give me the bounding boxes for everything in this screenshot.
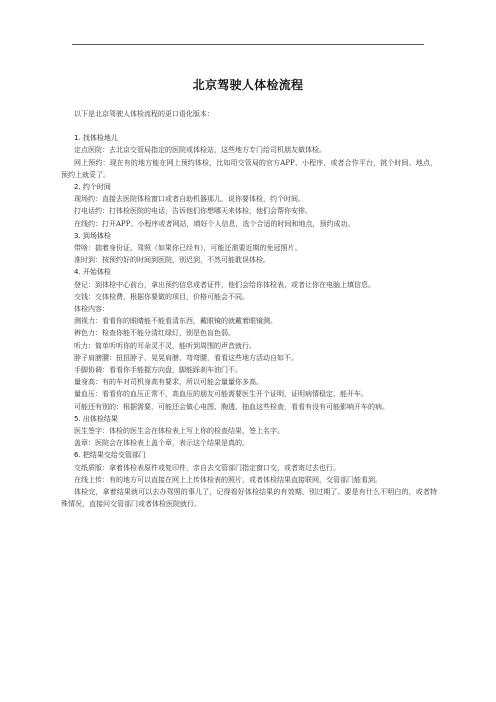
header-rule [72,44,424,45]
section-paragraph: 登记：到体检中心前台，拿出预约信息或者证件，他们会给你体检表，或者让你在电脑上填信息。 [74,280,375,289]
section-paragraph: 可能还有别的：根据需要，可能还会做心电图、胸透、抽血这些检查，看看有没有可能影响开车的病。 [74,402,389,411]
section-heading: 3. 到场体检 [74,231,111,240]
intro-paragraph: 以下是北京驾驶人体检流程的更口语化版本： [74,110,214,118]
section-5 [61,413,437,450]
section-2 [61,181,437,230]
section-paragraph: 准时到：按预约好的时间到医院，别迟到，不然可能耽误体检。 [74,256,270,265]
section-paragraph: 带啥：揣着身份证、驾照（如果你已经有），可能还需要近期的免冠照片。 [74,244,302,253]
section-paragraph: 交钱：交体检费，根据你要做的项目，价格可能会不同。 [74,292,249,301]
section-paragraph: 打电话约：打体检医院的电话，告诉他们你想哪天来体检，他们会帮你安排。 [74,207,312,216]
section-1 [61,132,437,181]
section-paragraph: 在线约：打开APP、小程序或者网站，填好个人信息，选个合适的时间和地点，预约成功。 [74,219,355,228]
section-paragraph: 医生签字：体检的医生会在体检表上写上你的检查结果，签上名字。 [74,427,284,436]
section-paragraph: 在线上传：有的地方可以直接在网上上传体检表的照片，或者体检结果直接联网，交管部门能看到。 [74,475,382,484]
section-paragraph: 脖子肩膀腰：扭扭脖子、晃晃肩膀、弯弯腰，看看这些地方活动自如不。 [74,353,298,362]
section-3 [61,230,437,267]
section-paragraph: 量身高：有的车对司机身高有要求，所以可能会量量你多高。 [74,378,263,387]
section-paragraph: 辨色力：检查你能不能分清红绿灯，别是色盲色弱。 [74,329,235,338]
section-heading: 4. 开始体检 [74,268,111,277]
section-heading: 2. 约个时间 [74,183,111,192]
section-paragraph: 手脚协调：看看你手能握方向盘，脚能踩刹车油门不。 [74,366,242,375]
section-paragraph: 听力：简单听听你的耳朵灵不灵，能听到周围的声音就行。 [74,341,256,350]
section-paragraph: 体检完，拿着结果就可以去办驾照的事儿了，记得看好体检结果的有效期，别过期了。要是有什么不明白的，或者特殊情况，直接问交管部门或者体检医院就行。 [61,488,437,509]
section-heading: 6. 把结果交给交管部门 [74,451,146,460]
section-paragraph: 盖章：医院会在体检表上盖个章，表示这个结果是真的。 [74,439,249,448]
section-paragraph: 测视力：看看你的眼睛能不能看清东西，戴眼镜的就戴着眼镜测。 [74,317,277,326]
section-paragraph: 现场约：直接去医院体检窗口或者自助机器那儿，说你要体检，约个时间。 [74,195,305,204]
section-heading: 1. 找体检地儿 [74,134,118,143]
section-6 [61,449,437,510]
section-paragraph: 量血压：看看你的血压正常不，高血压的朋友可能需要医生开个证明，证明病情稳定、能开车。 [74,390,368,399]
section-paragraph: 定点医院：去北京交管局指定的医院或体检站，这些地方专门给司机朋友做体检。 [74,146,326,155]
page-title: 北京驾驶人体检流程 [192,78,304,92]
section-paragraph: 网上预约：现在有的地方能在网上预约体检，比如用交管局的官方APP、小程序，或者合作平台，挑个时间、地点，预约上就妥了。 [61,158,437,179]
section-heading: 5. 出体检结果 [74,414,118,423]
document-body [61,108,437,511]
section-paragraph: 体检内容： [74,305,109,314]
section-paragraph: 交纸质版：拿着体检表原件或复印件，亲自去交管部门指定窗口交，或者寄过去也行。 [74,463,340,472]
section-4 [61,266,437,412]
